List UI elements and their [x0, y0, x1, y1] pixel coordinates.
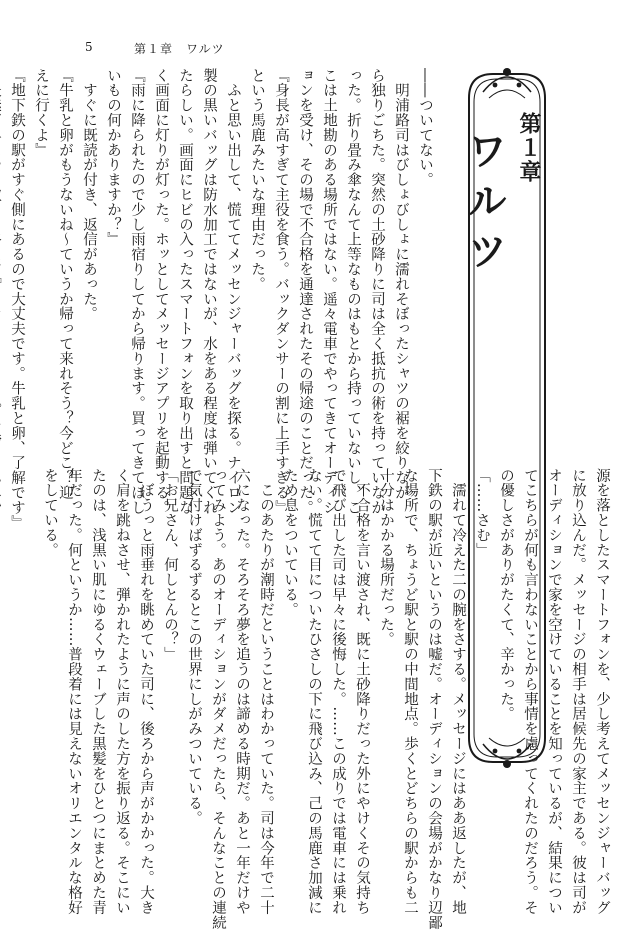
text-line: 源を落としたスマートフォンを、少し考えてメッセンジャーバッグ: [594, 468, 610, 915]
chapter-title: ワルツ: [461, 130, 507, 280]
text-line: てこちらが何も言わないことから事情を慮ってくれたのだろう。そ: [522, 468, 538, 915]
text-line: 『牛乳と卵がもうないね～ていうか帰って来れそう？今どこ？迎: [57, 68, 73, 501]
text-line: 明浦路司はびしょびしょに濡れそぼったシャツの裾を絞りなが: [393, 68, 409, 501]
chapter-number: 第１章: [516, 112, 541, 184]
text-line: ってみよう。あのオーディションがダメだったら、そんなことの連続: [210, 468, 226, 930]
text-line: いもの何かありますか？』: [105, 68, 121, 247]
text-line: の優しさがありがたくて、辛かった。: [498, 468, 514, 722]
page-number: 5: [85, 40, 93, 54]
text-line: ため息をついている。: [282, 468, 298, 617]
text-line: ョンを受け、その場で不合格を通達されたその帰途のことだった。: [297, 68, 313, 515]
lower-text-block: [39, 468, 614, 930]
text-line: オーディションで家を空けていることを知っているが、結果につい: [546, 468, 562, 915]
text-line: という馬鹿みたいな理由だった。: [249, 68, 265, 292]
chapter-heading: [461, 112, 544, 280]
text-line: ぼうっと雨垂れを眺めていた司に、後ろから声がかかった。大き: [138, 468, 154, 915]
text-line: えに行くよ』: [33, 68, 49, 158]
text-line: たらしい。画面にヒビの入ったスマートフォンを取り出すと問題な: [177, 68, 193, 515]
text-line: ら独りごちた。突然の土砂降りに司は全く抵抗の術を持っていなか: [369, 68, 385, 515]
text-line: ふと思い出して、慌ててメッセンジャーバッグを探る。ナイロン: [225, 68, 241, 515]
text-line: に放り込んだ。メッセージの相手は居候先の家主である。彼は司が: [570, 468, 586, 915]
text-line: 『雨に降られたので少し雨宿りしてから帰ります。買ってきてほし: [129, 68, 145, 515]
text-line: 『身長が高すぎて主役を食う。バックダンサーの割に上手すぎる』: [273, 68, 289, 515]
text-line: 年だった。何というか……普段着には見えないオリエンタルな格好: [66, 468, 82, 915]
text-line: ない。慌てて目についたひさしの下に飛び込み、己の馬鹿さ加減に: [306, 468, 322, 915]
text-line: [0, 68, 5, 448]
text-line: く画面に灯りが灯った。ホッとしてメッセージアプリを起動する。: [153, 68, 169, 515]
text-line: をしている。: [42, 468, 58, 558]
running-head: 第１章 ワルツ: [134, 42, 225, 56]
text-line: ――ついてない。: [417, 68, 433, 188]
text-line: 十分はかかる場所だった。: [378, 468, 394, 647]
text-line: 『地下鉄の駅がすぐ側にあるので大丈夫です。牛乳と卵、了解です』: [9, 68, 25, 530]
text-line: く肩を跳ねさせ、弾かれたように声のした方を振り返る。そこにい: [114, 468, 130, 915]
text-line: こは土地勘のある場所ではない。遥々電車でやってきてオーディシ: [321, 68, 337, 515]
text-line: すぐに既読が付き、返信があった。: [81, 68, 97, 322]
text-line: たのは、浅黒い肌にゆるくウェーブした黒髪をひとつにまとめた青: [90, 468, 106, 915]
text-line: このあたりが潮時だということはわかっていた。司は今年で二十: [258, 468, 274, 915]
text-line: 不合格を言い渡され、既に土砂降りだった外にやけくその気持ち: [354, 468, 370, 915]
text-line: 濡れて冷えた二の腕をさする。メッセージにはああ返したが、地: [450, 468, 466, 915]
text-line: で飛び出した司は早々に後悔した。……この成りでは電車には乗れ: [330, 468, 346, 915]
text-line: 六になった。そろそろ夢を追うのは諦める時期だ。あと一年だけや: [234, 468, 250, 915]
text-line: な場所で、ちょうど駅と駅の中間地点。歩くとどちらの駅からも二: [402, 468, 418, 915]
text-line: 「お兄さん、何しとんの？」: [162, 468, 178, 662]
text-line: 製の黒いバッグは防水加工ではないが、水をある程度は弾いてくれ: [201, 68, 217, 515]
text-line: った。折り畳み傘なんて上等なものはもとから持っていないし、こ: [345, 68, 361, 515]
text-line: 下鉄の駅が近いというのは嘘だ。オーディションの会場がかなり辺鄙: [426, 468, 442, 930]
text-line: 「……さむ」: [474, 468, 490, 558]
text-line: で気付けばずるずるとこの世界にしがみついている。: [186, 468, 202, 826]
